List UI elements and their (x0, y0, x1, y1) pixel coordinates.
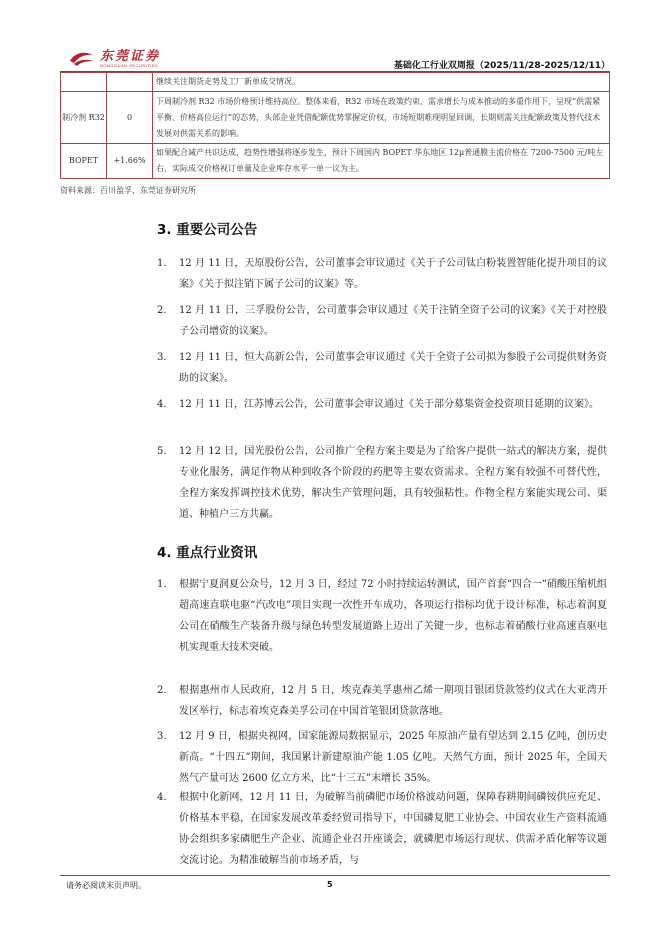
table-source-note: 资料来源：百川盈孚，东莞证券研究所 (60, 186, 196, 195)
report-title: 基础化工行业双周报（2025/11/28-2025/12/11） (393, 61, 610, 71)
outlook-cell: 下周制冷剂 R32 市场价格预计维持高位。整体来看，R32 市场在政策约束、需求增长与成本推动的多重作用下，呈现“供需紧平衡、价格高位运行”的态势，头部企业凭借配额优势掌握定价权，市场短期难现明显回调，长期则需关注配额政策及替代技术发展对供需关系的影响。 (153, 92, 610, 144)
price-change-cell: 0 (107, 92, 153, 144)
list-item-number: 3. (157, 731, 167, 742)
list-item (157, 787, 607, 871)
outlook-cell: 继续关注期货走势及工厂新单成交情况。 (153, 73, 610, 92)
list-item-text: 12 月 9 日，根据央视网，国家能源局数据显示，2025 年原油产量有望达到 2.15 亿吨，创历史新高。“十四五”期间，我国累计新建原油产能 1.05 亿吨。天然气方面，预计 2025 年，全国天然气产量可达 2600 亿立方米，比“十三五”末增长 35%。 (179, 731, 607, 784)
logo-text: 东莞证券 (100, 49, 161, 64)
product-name-cell: BOPET (61, 144, 107, 179)
logo-mark-icon (68, 50, 96, 66)
list-item (157, 726, 607, 789)
section-title-company-announcements: 3. 重要公司公告 (157, 222, 258, 238)
list-item (157, 574, 607, 658)
company-logo (68, 50, 160, 69)
table-row (61, 144, 610, 179)
page-number: 5 (327, 880, 333, 889)
list-item-number: 3. (157, 352, 167, 363)
list-item (157, 253, 607, 295)
list-item-text: 12 月 11 日，恒大高新公告，公司董事会审议通过《关于全资子公司拟为参股子公司提供财务资助的议案》。 (179, 352, 607, 384)
section-title-industry-news: 4. 重点行业资讯 (157, 545, 258, 561)
list-item (157, 394, 607, 415)
product-name-cell: 制冷剂 R32 (61, 92, 107, 144)
list-item-number: 4. (157, 399, 167, 410)
table-row (61, 73, 610, 92)
list-item-number: 5. (157, 446, 167, 457)
list-item-text: 根据惠州市人民政府，12 月 5 日，埃克森美孚惠州乙烯一期项目银团贷款签约仪式在大亚湾开发区举行，标志着埃克森美孚公司在中国首笔银团贷款落地。 (179, 685, 607, 717)
logo-subtext: DONGGUAN SECURITIES (100, 63, 159, 68)
list-item (157, 441, 607, 525)
list-item-number: 2. (157, 305, 167, 316)
product-name-cell (61, 73, 107, 92)
list-item-text: 根据中化新网，12 月 11 日，为破解当前磷肥市场价格波动问题，保障春耕期间磷铵供应充足、价格基本平稳，在国家发展改革委经贸司指导下，中国磷复肥工业协会、中国农业生产资料流通协会组织多家磷肥生产企业、流通企业召开座谈会，就磷肥市场运行现状、供需矛盾化解等议题交流讨论。为精准破解当前市场矛盾，与 (179, 792, 607, 866)
list-item-text: 12 月 11 日，三孚股份公告，公司董事会审议通过《关于注销全资子公司的议案》《关于对控股子公司增资的议案》。 (179, 305, 607, 337)
list-item-number: 4. (157, 792, 167, 803)
table-row (61, 92, 610, 144)
list-item-number: 1. (157, 258, 167, 269)
forecast-table (60, 72, 610, 179)
list-item-text: 12 月 11 日，天原股份公告，公司董事会审议通过《关于子公司钛白粉装置智能化提升项目的议案》《关于拟注销下属子公司的议案》等。 (179, 258, 607, 290)
list-item-text: 12 月 11 日，江苏博云公告，公司董事会审议通过《关于部分募集资金投资项目延期的议案》。 (179, 399, 599, 410)
page-header (60, 44, 610, 72)
list-item-text: 根据宁夏润夏公众号，12 月 3 日，经过 72 小时持续运转测试，国产首套“四合一”硝酸压缩机组超高速直联电驱“汽改电”项目实现一次性开车成功，各项运行指标均优于设计标准，标志着润夏公司在硝酸生产装备升级与绿色转型发展道路上迈出了关键一步，也标志着硝酸行业高速直驱电机实现重大技术突破。 (179, 579, 607, 653)
list-item (157, 347, 607, 389)
footer-divider (60, 875, 610, 876)
footer-disclaimer: 请务必阅读末页声明。 (66, 881, 146, 890)
price-change-cell (107, 73, 153, 92)
list-item-number: 1. (157, 579, 167, 590)
outlook-cell: 如果配合减产共识达成，趋势性增强将逐步发生，预计下周国内 BOPET 华东地区 12μ普通膜主流价格在 7200-7500 元/吨左右，实际成交价格视订单量及企业库存水平一单一议为主。 (153, 144, 610, 179)
list-item-text: 12 月 12 日，国光股份公告，公司推广全程方案主要是为了给客户提供一站式的解决方案，提供专业化服务，满足作物从种到收各个阶段的药肥等主要农资需求。全程方案有较强不可替代性，全程方案发挥调控技术优势，解决生产管理问题，具有较强粘性。作物全程方案能实现公司、渠道、种植户三方共赢。 (179, 446, 607, 520)
list-item (157, 300, 607, 342)
list-item-number: 2. (157, 685, 167, 696)
list-item (157, 680, 607, 722)
price-change-cell: +1.66% (107, 144, 153, 179)
